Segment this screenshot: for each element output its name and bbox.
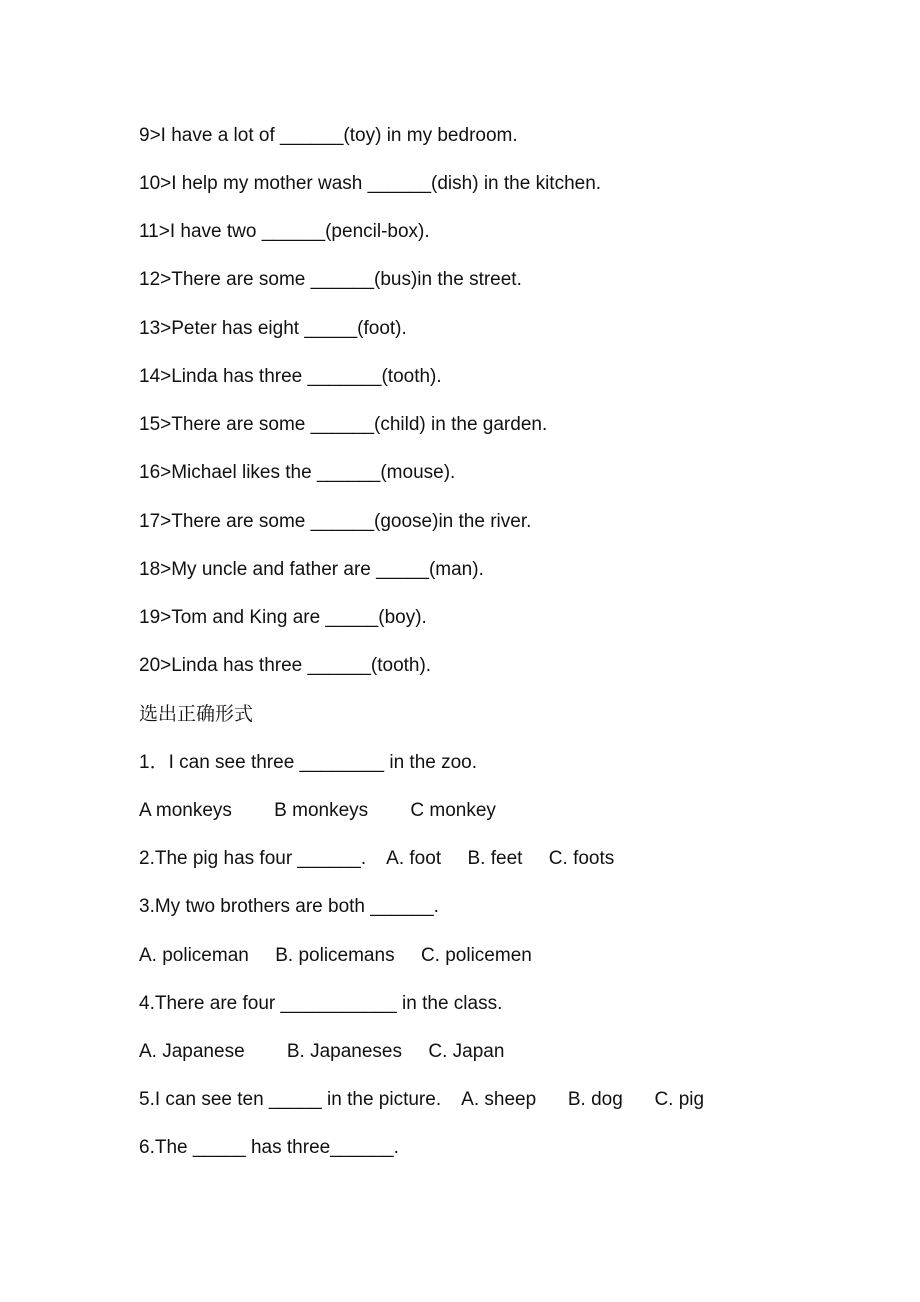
exercise-line-20: 20>Linda has three ______(tooth). <box>139 655 432 676</box>
mc-question-5: 5.I can see ten _____ in the picture. A. sheep B. dog C. pig <box>139 1089 705 1110</box>
mc-options-3: A. policeman B. policemans C. policemen <box>139 945 532 966</box>
exercise-line-9: 9>I have a lot of ______(toy) in my bedroom. <box>139 125 518 146</box>
mc-options-4: A. Japanese B. Japaneses C. Japan <box>139 1041 505 1062</box>
exercise-line-14: 14>Linda has three _______(tooth). <box>139 366 442 387</box>
exercise-line-15: 15>There are some ______(child) in the garden. <box>139 414 548 435</box>
mc-question-6: 6.The _____ has three______. <box>139 1137 399 1158</box>
exercise-line-10: 10>I help my mother wash ______(dish) in the kitchen. <box>139 173 602 194</box>
mc-options-1: A monkeys B monkeys C monkey <box>139 800 496 821</box>
exercise-line-17: 17>There are some ______(goose)in the river. <box>139 511 532 532</box>
exercise-line-18: 18>My uncle and father are _____(man). <box>139 559 484 580</box>
mc-question-2: 2.The pig has four ______. A. foot B. feet C. foots <box>139 848 615 869</box>
exercise-line-11: 11>I have two ______(pencil-box). <box>139 221 430 242</box>
mc-question-3: 3.My two brothers are both ______. <box>139 896 439 917</box>
exercise-line-16: 16>Michael likes the ______(mouse). <box>139 462 456 483</box>
mc-question-4: 4.There are four ___________ in the class. <box>139 993 503 1014</box>
exercise-line-13: 13>Peter has eight _____(foot). <box>139 318 407 339</box>
exercise-line-19: 19>Tom and King are _____(boy). <box>139 607 427 628</box>
exercise-line-12: 12>There are some ______(bus)in the street. <box>139 269 522 290</box>
section-heading: 选出正确形式 <box>139 704 254 725</box>
mc-question-1: 1．I can see three ________ in the zoo. <box>139 752 478 773</box>
